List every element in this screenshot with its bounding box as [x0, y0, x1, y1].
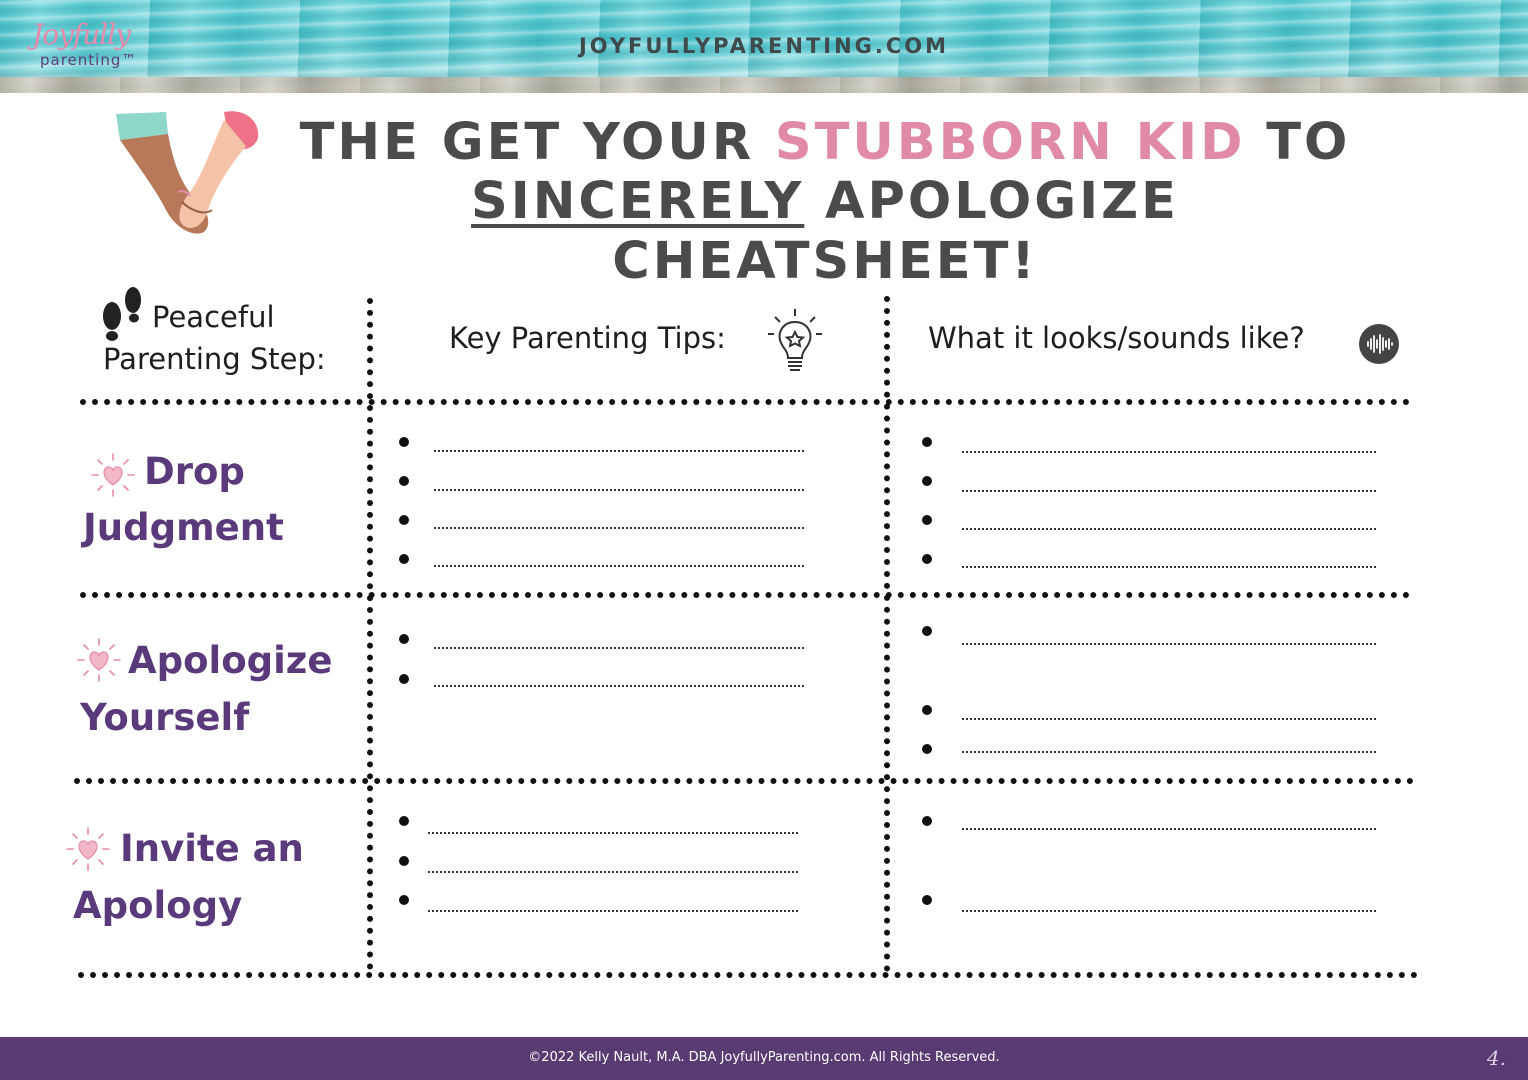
top-banner: [0, 0, 1528, 93]
row-divider-2: [74, 778, 1414, 784]
title-line-2: [270, 172, 1380, 292]
blank-line[interactable]: [434, 647, 804, 649]
bullet: [399, 515, 409, 525]
heart-sparkle-icon: [90, 452, 136, 498]
step-label-line1: Drop: [144, 450, 245, 493]
title-line-1: [270, 113, 1380, 173]
bullet: [399, 634, 409, 644]
blank-line[interactable]: [434, 565, 804, 567]
tips-column-header: Key Parenting Tips:: [449, 321, 726, 355]
bullet: [922, 515, 932, 525]
blank-line[interactable]: [962, 751, 1376, 753]
blank-line[interactable]: [434, 527, 804, 529]
site-url: JOYFULLYPARENTING.COM: [578, 34, 950, 58]
blank-line[interactable]: [962, 451, 1376, 453]
blank-line[interactable]: [962, 528, 1376, 530]
title-highlight: STUBBORN KID: [774, 113, 1246, 172]
looks-column-header: What it looks/sounds like?: [928, 321, 1305, 355]
blank-line[interactable]: [962, 828, 1376, 830]
bullet: [399, 554, 409, 564]
bullet: [922, 816, 932, 826]
page-number: 4.: [1486, 1046, 1506, 1070]
blank-line[interactable]: [962, 566, 1376, 568]
bullet: [399, 674, 409, 684]
title-part: APOLOGIZE CHEATSHEET!: [612, 172, 1179, 291]
column-divider-2: [884, 296, 890, 972]
footer-bar: [0, 1037, 1528, 1080]
step-label-line2: Yourself: [80, 696, 250, 739]
holding-hands-illustration: [112, 106, 264, 238]
step-column-header-line1: Peaceful: [152, 300, 275, 334]
row-divider-header: [80, 399, 1410, 405]
bullet: [399, 856, 409, 866]
bullet: [922, 744, 932, 754]
blank-line[interactable]: [428, 910, 798, 912]
title-part: TO: [1245, 113, 1351, 172]
bullet: [399, 437, 409, 447]
blank-line[interactable]: [962, 718, 1376, 720]
blank-line[interactable]: [434, 450, 804, 452]
step-label-line1: Apologize: [128, 639, 333, 682]
blank-line[interactable]: [434, 489, 804, 491]
bullet: [922, 476, 932, 486]
bullet: [922, 626, 932, 636]
bullet: [922, 554, 932, 564]
row-divider-1: [80, 592, 1410, 598]
bullet: [399, 895, 409, 905]
logo-word: parenting™: [40, 51, 138, 69]
heart-sparkle-icon: [65, 826, 111, 872]
blank-line[interactable]: [962, 643, 1376, 645]
sound-wave-icon: [1358, 323, 1400, 365]
logo-script: Joyfully: [32, 18, 131, 51]
step-column-header-line2: Parenting Step:: [103, 342, 326, 376]
heart-sparkle-icon: [76, 637, 122, 683]
step-label-line1: Invite an: [120, 827, 304, 870]
title-part: THE GET YOUR: [299, 113, 775, 172]
row-divider-bottom: [78, 972, 1418, 978]
blank-line[interactable]: [962, 910, 1376, 912]
title-underlined-word: SINCERELY: [471, 172, 805, 231]
bullet: [922, 437, 932, 447]
blank-line[interactable]: [428, 832, 798, 834]
copyright-text: ©2022 Kelly Nault, M.A. DBA JoyfullyParenting.com. All Rights Reserved.: [528, 1050, 1000, 1065]
bullet: [399, 476, 409, 486]
bullet: [922, 895, 932, 905]
blank-line[interactable]: [428, 871, 798, 873]
footprints-icon: [100, 284, 146, 342]
step-label-line2: Judgment: [83, 506, 284, 549]
step-label-line2: Apology: [73, 884, 243, 927]
blank-line[interactable]: [962, 490, 1376, 492]
bullet: [922, 705, 932, 715]
lightbulb-icon: [766, 306, 824, 376]
banner-wood-strip: [0, 77, 1528, 93]
bullet: [399, 816, 409, 826]
blank-line[interactable]: [434, 685, 804, 687]
